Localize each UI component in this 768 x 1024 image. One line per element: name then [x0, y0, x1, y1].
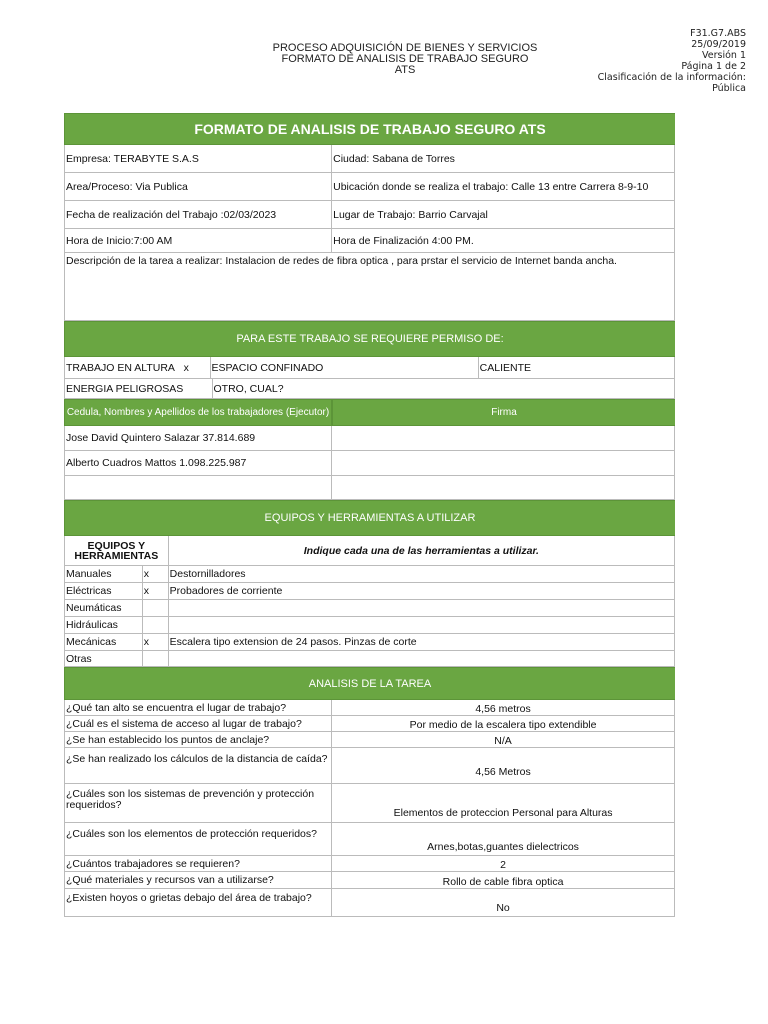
- document-meta: [598, 28, 746, 94]
- hora-inicio-field: Hora de Inicio:7:00 AM: [65, 229, 332, 252]
- hora-fin-field: Hora de Finalización 4:00 PM.: [333, 234, 474, 247]
- equipo-tipo: Eléctricas: [65, 583, 143, 599]
- analisis-answer: N/A: [494, 735, 512, 747]
- permisos-title: PARA ESTE TRABAJO SE REQUIERE PERMISO DE:: [64, 321, 675, 357]
- document-header: [260, 43, 550, 76]
- fecha-field: Fecha de realización del Trabajo :02/03/2023: [65, 201, 332, 228]
- equipo-mark: [143, 651, 169, 666]
- equipo-tipo: Manuales: [65, 566, 143, 582]
- equipo-mark: x: [143, 634, 169, 650]
- doc-page: Página 1 de 2: [681, 61, 746, 72]
- area-field: Area/Proceso: Via Publica: [65, 173, 332, 200]
- equipo-mark: x: [143, 566, 169, 582]
- permiso-caliente: CALIENTE: [478, 357, 674, 378]
- lugar-field: Lugar de Trabajo: Barrio Carvajal: [333, 208, 488, 221]
- permiso-altura-mark: x: [183, 357, 211, 378]
- header-line: PROCESO ADQUISICIÓN DE BIENES Y SERVICIOS: [272, 42, 538, 54]
- equipo-tipo: Neumáticas: [65, 600, 143, 616]
- trabajador-row: Jose David Quintero Salazar 37.814.689: [65, 426, 332, 450]
- empresa-field: Empresa: TERABYTE S.A.S: [65, 145, 332, 172]
- equipo-tipo: Mecánicas: [65, 634, 143, 650]
- firma-col-header: Firma: [332, 399, 675, 426]
- analisis-question: ¿Qué tan alto se encuentra el lugar de trabajo?: [65, 700, 332, 715]
- equipo-detalle: Destornilladores: [169, 568, 246, 580]
- analisis-answer: No: [496, 902, 510, 914]
- equipo-tipo: Otras: [65, 651, 143, 666]
- ubicacion-field: Ubicación donde se realiza el trabajo: Calle 13 entre Carrera 8-9-10: [333, 180, 649, 193]
- analisis-question: ¿Cuántos trabajadores se requieren?: [65, 856, 332, 871]
- header-line: ATS: [394, 64, 416, 76]
- equipo-mark: [143, 600, 169, 616]
- doc-code: F31.G7.ABS: [690, 28, 746, 39]
- analisis-question: ¿Se han realizado los cálculos de la distancia de caída?: [65, 748, 332, 783]
- permiso-energia: ENERGIA PELIGROSAS: [65, 379, 213, 398]
- analisis-answer: Arnes,botas,guantes dielectricos: [427, 841, 579, 853]
- analisis-question: ¿Cuáles son los elementos de protección requeridos?: [65, 823, 332, 855]
- equipo-tipo: Hidráulicas: [65, 617, 143, 633]
- analisis-answer: 4,56 Metros: [475, 766, 531, 778]
- analisis-question: ¿Se han establecido los puntos de anclaje?: [65, 732, 332, 747]
- firma-cell: [332, 426, 674, 450]
- analisis-answer: 2: [500, 859, 506, 871]
- header-line: FORMATO DE ANALISIS DE TRABAJO SEGURO: [281, 53, 529, 65]
- equipos-title: EQUIPOS Y HERRAMIENTAS A UTILIZAR: [64, 500, 675, 536]
- trabajador-row-empty: [65, 476, 332, 499]
- analisis-question: ¿Existen hoyos o grietas debajo del área de trabajo?: [65, 889, 332, 916]
- analisis-title: ANALISIS DE LA TAREA: [64, 667, 675, 700]
- permiso-confinado: ESPACIO CONFINADO: [211, 361, 324, 374]
- ciudad-field: Ciudad: Sabana de Torres: [333, 152, 455, 165]
- permiso-altura: TRABAJO EN ALTURA: [66, 361, 175, 374]
- equipo-detalle: Probadores de corriente: [169, 585, 283, 597]
- firma-cell: [332, 451, 674, 475]
- descripcion-field: Descripción de la tarea a realizar: Instalacion de redes de fibra optica , para prstar el servicio de Internet banda ancha.: [66, 255, 617, 267]
- form-title: FORMATO DE ANALISIS DE TRABAJO SEGURO ATS: [64, 113, 675, 145]
- ats-form: [64, 113, 675, 917]
- analisis-answer: 4,56 metros: [475, 703, 531, 715]
- analisis-answer: Por medio de la escalera tipo extendible: [409, 719, 597, 731]
- analisis-answer: Rollo de cable fibra optica: [442, 876, 564, 888]
- trabajador-row: Alberto Cuadros Mattos 1.098.225.987: [65, 451, 332, 475]
- doc-date: 25/09/2019: [691, 39, 746, 50]
- equipo-mark: x: [143, 583, 169, 599]
- trabajadores-col-header: Cedula, Nombres y Apellidos de los trabajadores (Ejecutor): [64, 399, 332, 426]
- equipo-detalle: Escalera tipo extension de 24 pasos. Pinzas de corte: [169, 636, 417, 648]
- analisis-question: ¿Qué materiales y recursos van a utilizarse?: [65, 872, 332, 888]
- firma-cell: [332, 476, 674, 499]
- equipo-detalle: [169, 651, 674, 666]
- doc-classification-label: Clasificación de la información:: [597, 72, 746, 83]
- equipos-col-header: EQUIPOS Y HERRAMIENTAS: [65, 536, 169, 565]
- equipo-detalle: [169, 617, 674, 633]
- equipo-detalle: [169, 600, 674, 616]
- equipo-mark: [143, 617, 169, 633]
- permiso-otro: OTRO, CUAL?: [213, 382, 284, 395]
- herramientas-col-header: Indique cada una de las herramientas a utilizar.: [303, 544, 539, 557]
- doc-version: Versión 1: [702, 50, 746, 61]
- analisis-answer: Elementos de proteccion Personal para Alturas: [393, 807, 613, 819]
- doc-classification-value: Pública: [712, 83, 746, 94]
- analisis-question: ¿Cuáles son los sistemas de prevención y protección requeridos?: [65, 784, 332, 822]
- analisis-question: ¿Cuál es el sistema de acceso al lugar de trabajo?: [65, 716, 332, 731]
